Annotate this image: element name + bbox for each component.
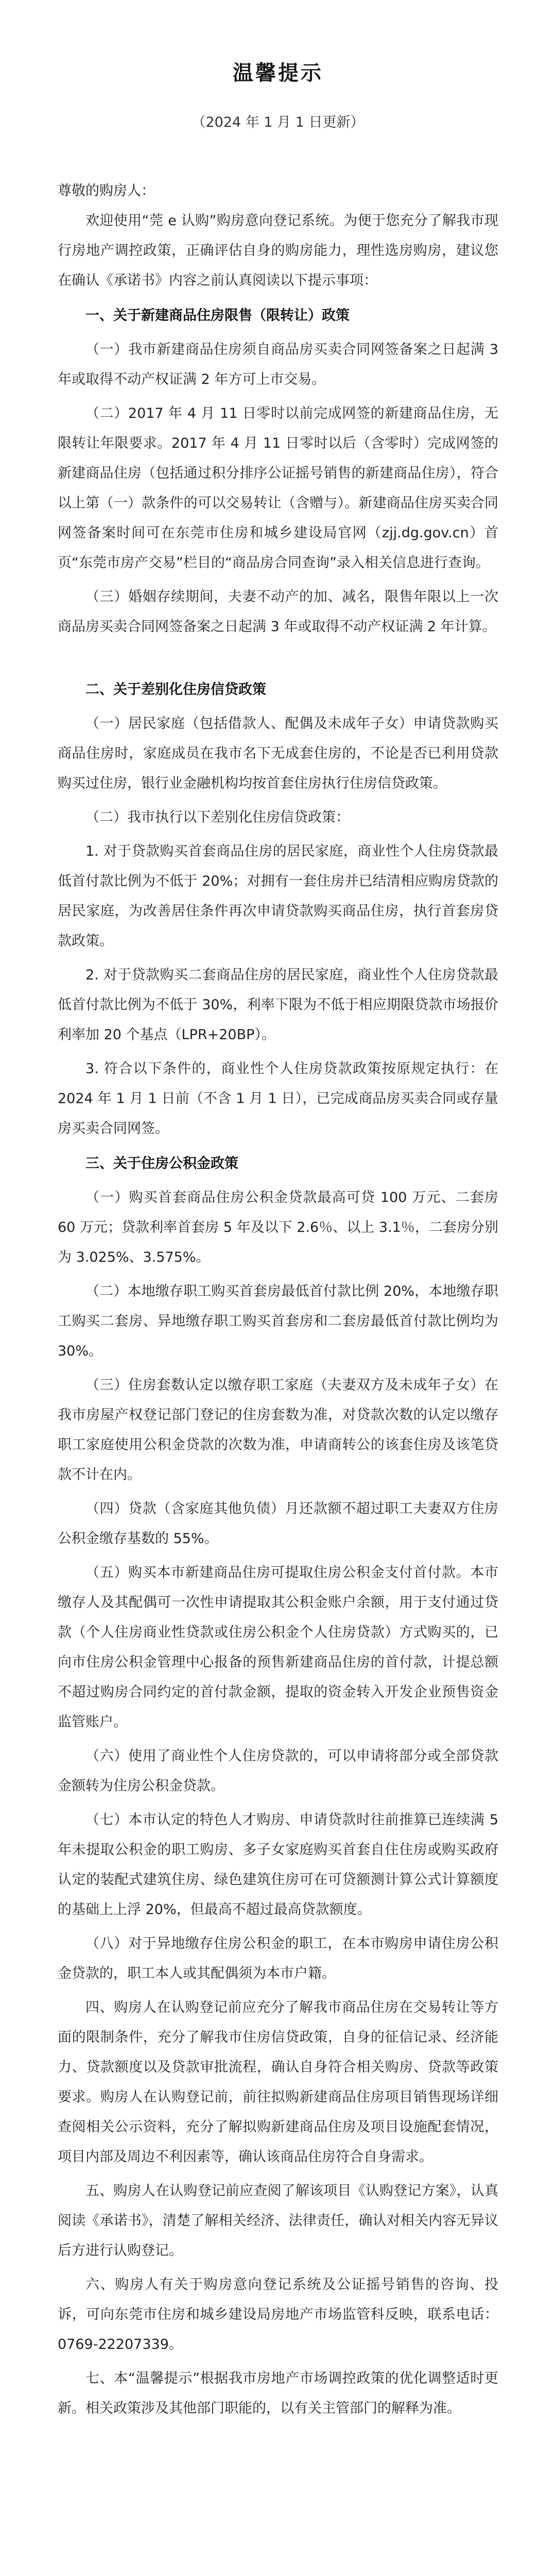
section3-paragraph-6: （六）使用了商业性个人住房贷款的，可以申请将部分或全部贷款金额转为住房公积金贷款。 bbox=[58, 1748, 498, 1794]
update-date: （2024 年 1 月 1 日更新） bbox=[192, 114, 364, 130]
section3-paragraph-4: （四）贷款（含家庭其他负债）月还款额不超过职工夫妻双方住房公积金缴存基数的 55%。 bbox=[58, 1501, 498, 1547]
page-title: 温馨提示 bbox=[233, 61, 323, 85]
section3-paragraph-1: （一）购买首套商品住房公积金贷款最高可贷 100 万元、二套房 60 万元；贷款利率首套房 5 年及以下 2.6％、以上 3.1％，二套房分别为 3.025%、3.575%。 bbox=[58, 1190, 498, 1265]
intro-paragraph: 欢迎使用“莞 e 认购”购房意向登记系统。为便于您充分了解我市现行房地产调控政策，正确评估自身的购房能力，理性选房购房，建议您在确认《承诺书》内容之前认真阅读以下提示事项： bbox=[58, 213, 498, 289]
section3-paragraph-2: （二）本地缴存职工购买首套房最低首付款比例 20%，本地缴存职工购买二套房、异地缴存职工购买首套房和二套房最低首付款比例均为 30%。 bbox=[58, 1283, 498, 1359]
section3-paragraph-5: （五）购买本市新建商品住房可提取住房公积金支付首付款。本市缴存人及其配偶可一次性申请提取其公积金账户余额，用于支付通过贷款（个人住房商业性贷款或住房公积金个人住房贷款）方式购买的，已向市住房公积金管理中心报备的预售新建商品住房的首付款，计提总额不超过购房合同约定的首付款金额，提取的资金转入开发企业预售资金监管账户。 bbox=[58, 1565, 498, 1730]
section2-paragraph-4: 2. 对于贷款购买二套商品住房的居民家庭，商业性个人住房贷款最低首付款比例为不低于 30%，利率下限为不低于相应期限贷款市场报价利率加 20 个基点（LPR+20BP）。 bbox=[58, 967, 498, 1043]
section2-heading: 二、关于差别化住房信贷政策 bbox=[85, 682, 266, 698]
item4-paragraph: 四、购房人在认购登记前应充分了解我市商品住房在交易转让等方面的限制条件，充分了解我市住房信贷政策，自身的征信记录、经济能力、贷款额度以及贷款审批流程，确认自身符合相关购房、贷款等政策要求。购房人在认购登记前，前往拟购新建商品住房项目销售现场详细查阅相关公示资料，充分了解拟购新建商品住房及项目设施配套情况，项目内部及周边不利因素等，确认该商品住房符合自身需求。 bbox=[58, 1999, 498, 2165]
section2-paragraph-1: （一）居民家庭（包括借款人、配偶及未成年子女）申请贷款购买商品住房时，家庭成员在我市名下无成套住房的，不论是否已利用贷款购买过住房，银行业金融机构均按首套住房执行住房信贷政策。 bbox=[58, 716, 498, 791]
item6-paragraph: 六、购房人有关于购房意向登记系统及公证摇号销售的咨询、投诉，可向东莞市住房和城乡建设局房地产市场监管科反映，联系电话：0769-22207339。 bbox=[58, 2277, 498, 2352]
section1-heading: 一、关于新建商品住房限售（限转让）政策 bbox=[85, 308, 350, 324]
section1-paragraph-1: （一）我市新建商品住房须自商品房买卖合同网签备案之日起满 3 年或取得不动产权证满 2 年方可上市交易。 bbox=[58, 342, 498, 387]
item5-paragraph: 五、购房人在认购登记前应查阅了解该项目《认购登记方案》，认真阅读《承诺书》，清楚了解相关经济、法律责任，确认对相关内容无异议后方进行认购登记。 bbox=[58, 2183, 498, 2259]
section2-paragraph-2: （二）我市执行以下差别化住房信贷政策： bbox=[85, 809, 350, 825]
item7-paragraph: 七、本“温馨提示”根据我市房地产市场调控政策的优化调整适时更新。相关政策涉及其他部门职能的，以有关主管部门的解释为准。 bbox=[58, 2370, 498, 2416]
section1-paragraph-3: （三）婚姻存续期间，夫妻不动产的加、减名，限售年限以上一次商品房买卖合同网签备案之日起满 3 年或取得不动产权证满 2 年计算。 bbox=[58, 589, 498, 635]
section2-paragraph-5: 3. 符合以下条件的，商业性个人住房贷款政策按原规定执行：在 2024 年 1 月 1 日前（不含 1 月 1 日），已完成商品房买卖合同或存量房买卖合同网签。 bbox=[58, 1061, 498, 1137]
salutation: 尊敬的购房人： bbox=[58, 183, 155, 199]
section3-paragraph-8: （八）对于异地缴存住房公积金的职工，在本市购房申请住房公积金贷款的，职工本人或其配偶须为本市户籍。 bbox=[58, 1936, 498, 1981]
section2-paragraph-3: 1. 对于贷款购买首套商品住房的居民家庭，商业性个人住房贷款最低首付款比例为不低于 20%；对拥有一套住房并已结清相应购房贷款的居民家庭，为改善居住条件再次申请贷款购买商品住房，执行首套房贷款政策。 bbox=[58, 843, 498, 949]
section3-paragraph-3: （三）住房套数认定以缴存职工家庭（夫妻双方及未成年子女）在我市房屋产权登记部门登记的住房套数为准，对贷款次数的认定以缴存职工家庭使用公积金贷款的次数为准，申请商转公的该套住房及该笔贷款不计在内。 bbox=[58, 1377, 498, 1483]
section1-paragraph-2: （二）2017 年 4 月 11 日零时以前完成网签的新建商品住房，无限转让年限要求。2017 年 4 月 11 日零时以后（含零时）完成网签的新建商品住房（包括通过积分排序公证摇号销售的新建商品住房），符合以上第（一）款条件的可以交易转让（含赠与）。新建商品住房买卖合同网签备案时间可在东莞市住房和城乡建设局官网（zjj.dg.gov.cn）首页“东莞市房产交易”栏目的“商品房合同查询”录入相关信息进行查询。 bbox=[58, 405, 498, 571]
section3-heading: 三、关于住房公积金政策 bbox=[85, 1156, 238, 1172]
section3-paragraph-7: （七）本市认定的特色人才购房、申请贷款时往前推算已连续满 5 年未提取公积金的职工购房、多子女家庭购买首套自住住房或购买政府认定的装配式建筑住房、绿色建筑住房可在可贷额测计算公式计算额度的基础上上浮 20%，但最高不超过最高贷款额度。 bbox=[58, 1812, 498, 1918]
